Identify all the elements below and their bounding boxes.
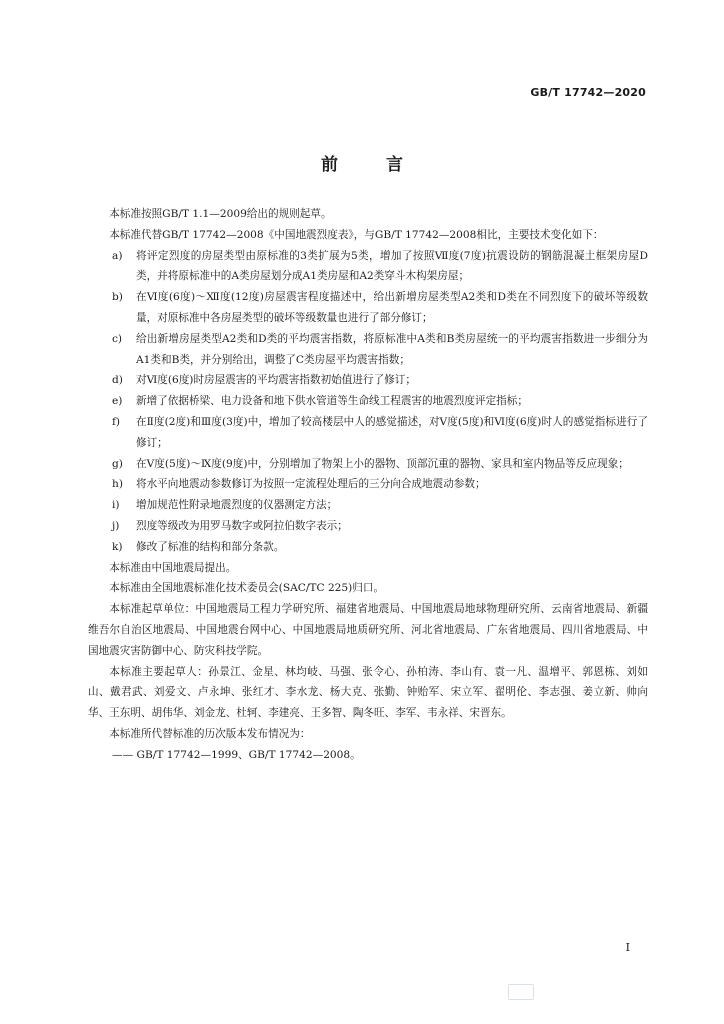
list-item-text: 增加规范性附录地震烈度的仪器测定方法； [136, 499, 338, 512]
list-item [88, 246, 648, 288]
list-marker: f) [112, 415, 121, 428]
list-item-text: 在Ⅵ度(6度)～Ⅻ度(12度)房屋震害程度描述中，给出新增房屋类型A2类和D类在不同烈度下的破坏等级数量，对原标准中各房屋类型的破坏等级数量也进行了部分修订； [136, 291, 648, 324]
list-item [88, 516, 648, 537]
list-item-text: 新增了依据桥梁、电力设备和地下供水管道等生命线工程震害的地震烈度评定指标； [136, 395, 528, 408]
publisher-logo-icon [508, 984, 534, 1000]
list-item [88, 454, 648, 475]
list-item-text: 对Ⅵ度(6度)时房屋震害的平均震害指数初始值进行了修订； [136, 374, 416, 387]
list-item-text: 烈度等级改为用罗马数字或阿拉伯数字表示； [136, 519, 348, 532]
list-item-text: 将水平向地震动参数修订为按照一定流程处理后的三分向合成地震动参数； [136, 478, 486, 491]
list-item-text: 在Ⅴ度(5度)～Ⅸ度(9度)中，分别增加了物架上小的器物、顶部沉重的器物、家具和室内物品等反应现象； [136, 457, 629, 470]
list-item [88, 287, 648, 329]
paragraph: 本标准所代替标准的历次版本发布情况为： [109, 727, 311, 740]
paragraph: 本标准由中国地震局提出。 [109, 561, 237, 574]
page-title: 前言 [321, 155, 451, 175]
paragraph: 本标准代替GB/T 17742—2008《中国地震烈度表》，与GB/T 17742—2008相比，主要技术变化如下： [109, 228, 604, 241]
list-marker: d) [112, 374, 123, 387]
standard-code: GB/T 17742—2020 [530, 86, 646, 99]
page-number: I [625, 941, 630, 954]
paragraph: 本标准主要起草人：孙景江、金星、林均岐、马强、张令心、孙柏涛、李山有、袁一凡、温增平、郭恩栋、刘如山、戴君武、刘爱文、卢永坤、张红才、李水龙、杨大克、张勤、钟贻军、宋立军、翟明伦、李志强、姜立新、帅向华、王东明、胡伟华、刘金龙、杜轲、李建亮、王多智、陶冬旺、李军、韦永祥、宋晋东。 [88, 665, 648, 720]
list-item [88, 412, 648, 454]
list-marker: h) [112, 478, 123, 491]
list-item-text: 在Ⅱ度(2度)和Ⅲ度(3度)中，增加了较高楼层中人的感觉描述，对Ⅴ度(5度)和Ⅵ度(6度)时人的感觉指标进行了修订； [136, 415, 648, 449]
list-marker: e) [112, 395, 123, 408]
list-item [88, 391, 648, 412]
list-marker: c) [112, 332, 123, 345]
list-item [88, 329, 648, 371]
history-entry: —— GB/T 17742—1999、GB/T 17742—2008。 [112, 748, 361, 761]
list-marker: b) [112, 291, 123, 304]
list-item [88, 474, 648, 495]
list-item-text: 将评定烈度的房屋类型由原标准的3类扩展为5类，增加了按照Ⅶ度(7度)抗震设防的钢筋混凝土框架房屋D类，并将原标准中的A类房屋划分成A1类房屋和A2类穿斗木构架房屋； [136, 249, 648, 283]
list-item [88, 370, 648, 391]
list-marker: g) [112, 457, 123, 470]
list-marker: a) [112, 249, 123, 262]
paragraph: 本标准起草单位：中国地震局工程力学研究所、福建省地震局、中国地震局地球物理研究所、云南省地震局、新疆维吾尔自治区地震局、中国地震台网中心、中国地震局地质研究所、河北省地震局、广东省地震局、四川省地震局、中国地震灾害防御中心、防灾科技学院。 [88, 603, 648, 657]
list-marker: k) [112, 540, 123, 553]
list-marker: j) [112, 519, 120, 532]
list-item-text: 修改了标准的结构和部分条款。 [136, 540, 285, 553]
list-item [88, 495, 648, 516]
foreword-body [88, 204, 648, 766]
paragraph: 本标准按照GB/T 1.1—2009给出的规则起草。 [109, 208, 332, 220]
list-item-text: 给出新增房屋类型A2类和D类的平均震害指数，将原标准中A类和B类房屋统一的平均震害指数进一步细分为A1类和B类，并分别给出，调整了C类房屋平均震害指数； [136, 332, 648, 366]
list-marker: i) [112, 499, 120, 512]
paragraph: 本标准由全国地震标准化技术委员会(SAC/TC 225)归口。 [109, 582, 385, 595]
list-item [88, 537, 648, 558]
